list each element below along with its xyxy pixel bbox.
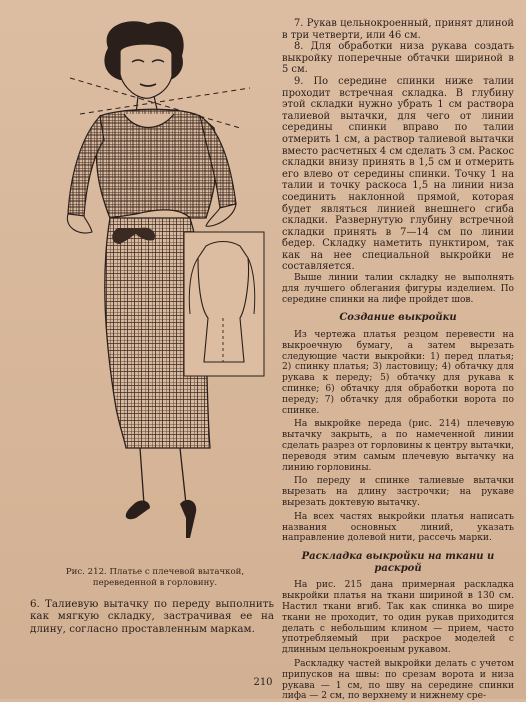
section-heading: Раскладка выкройки на ткани и раскрой — [301, 551, 495, 574]
page-number: 210 — [253, 677, 273, 688]
dress-illustration — [40, 18, 268, 563]
paragraph: Из чертежа платья резцом перевести на выкроечную бумагу, а затем вырезать следующие части выкройки: 1) перед платья; 2) спинку платья; 3) ластовицу; 4) обтачку для рукава к переду; 5) обтачку для рукава к спинке; 6) обтачку для обработки ворота по переду; 7) обтачку для обработки ворота по спинке. — [282, 330, 514, 416]
figure-caption: Рис. 212. Платье с плечевой вытачкой, переведенной в горловину. — [65, 567, 245, 588]
paragraph: По переду и спинке талиевые вытачки вырезать на длину застрочки; на рукаве вырезать доктевую вытачку. — [282, 476, 514, 508]
paragraph: 7. Рукав цельнокроенный, принят длиной в три четверти, или 46 см. — [282, 18, 514, 41]
left-paragraph: 6. Талиевую вытачку по переду выполнить как мягкую складку, застрачивая ее на длину, согласно проставленным маркам. — [30, 598, 274, 635]
back-view-inset — [184, 232, 264, 376]
paragraph: На всех частях выкройки платья написать названия основных линий, указать направление долевой нити, рассечь марки. — [282, 511, 514, 544]
note-paragraph: Выше линии талии складку не выполнять для лучшего облегания фигуры изделием. По середине спинки на лифе пройдет шов. — [282, 273, 514, 305]
paragraph: 9. По середине спинки ниже талии проходит встречная складка. В глубину этой складки нужно убрать 1 см раствора талиевой вытачки, для чего от линии середины спинки вправо по талии отмерить 1 см, а раствор талиевой вытачки вместо расчетных 4 см сделать 3 см. Раскос складки внизу принять в 1,5 см и отмерить его влево от середины спинки. Точку 1 на талии и точку раскоса 1,5 на линии низа соединить наклонной прямой, которая будет являться линией внешнего сгиба складки. Развернутую глубину встречной складки принять в 7—14 см по линии бедер. Складку наметить пунктиром, так как на нее специальной выкройки не составляется. — [282, 75, 514, 273]
paragraph: На выкройке переда (рис. 214) плечевую вытачку закрыть, а по намеченной линии сделать разрез от горловины к центру вытачки, переводя этим самым плечевую вытачку на линию горловины. — [282, 419, 514, 473]
paragraph: На рис. 215 дана примерная раскладка выкройки платья на ткани шириной в 130 см. Настил ткани вгиб. Так как спинка во шире ткани не проходит, то один рукав приходится делать с небольшим клином — прием, часто употребляемый при раскрое моделей с длинным цельнокроеным рукавом. — [282, 580, 514, 656]
paragraph: Раскладку частей выкройки делать с учетом припусков на швы: по срезам ворота и низа рукава — 1 см, по шву на середине спинки лифа — 2 см, по верхнему и нижнему сре- — [282, 658, 514, 702]
right-shoe — [180, 500, 196, 538]
paragraph: 8. Для обработки низа рукава создать выкройку поперечные обтачки шириной в 5 см. — [282, 41, 514, 76]
section-heading: Создание выкройки — [339, 312, 457, 324]
face — [120, 44, 172, 98]
right-column — [282, 18, 514, 702]
left-shoe — [126, 501, 150, 520]
